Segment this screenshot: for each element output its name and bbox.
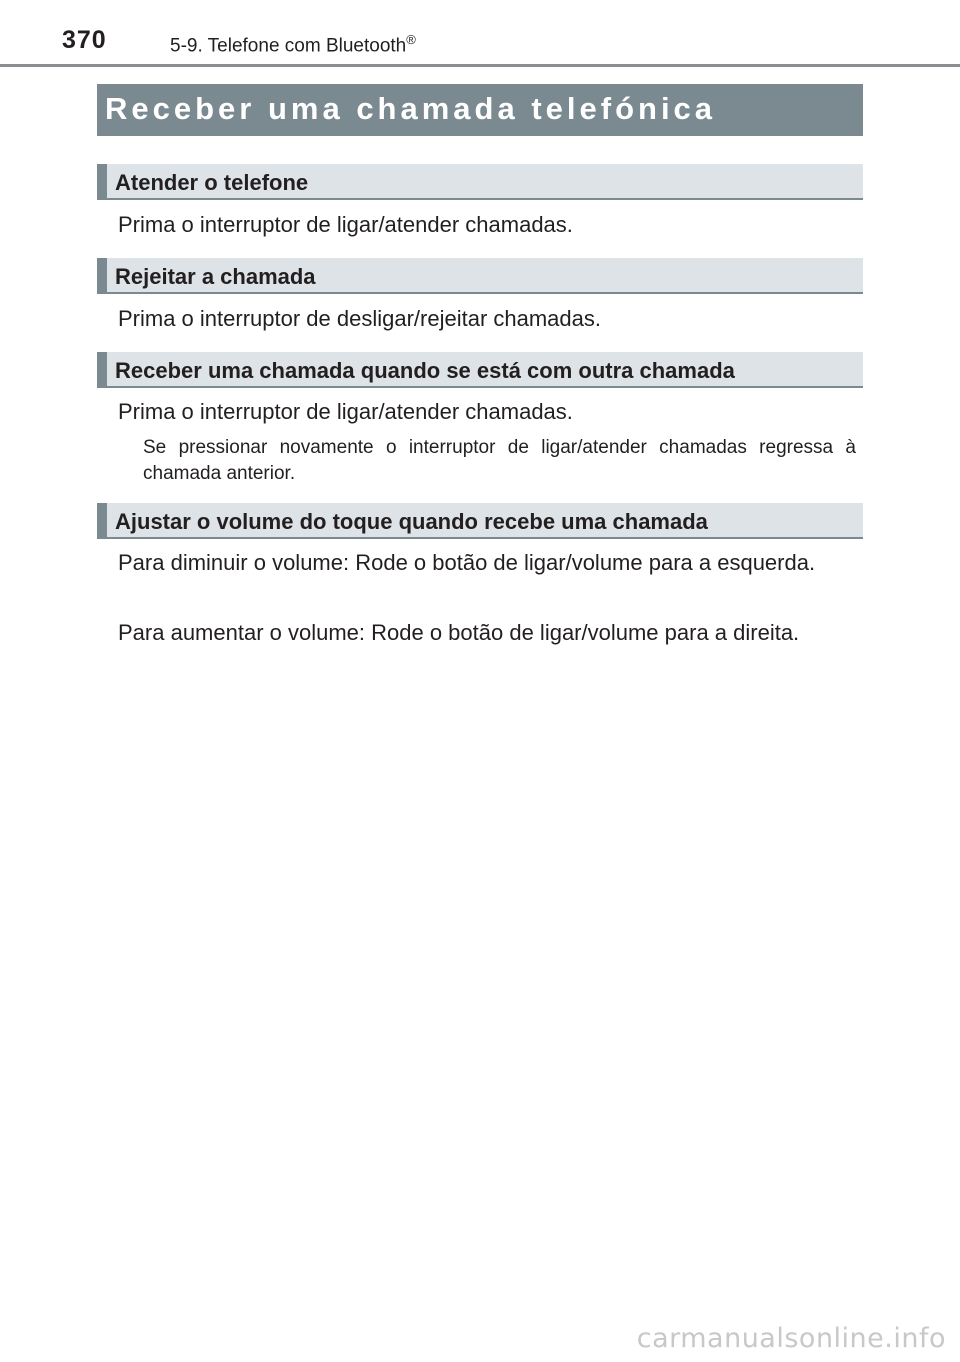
section-body-volume-down: Para diminuir o volume: Rode o botão de ligar/volume para a esquerda. bbox=[118, 550, 816, 575]
section-header-answer bbox=[97, 164, 863, 200]
watermark-text: carmanualsonline.info bbox=[636, 1323, 946, 1354]
chapter-title-text: 5-9. Telefone com Bluetooth bbox=[170, 35, 407, 57]
section-title: Atender o telefone bbox=[115, 170, 309, 195]
registered-mark: ® bbox=[406, 32, 416, 47]
section-title: Ajustar o volume do toque quando recebe uma chamada bbox=[115, 509, 708, 534]
section-body-reject: Prima o interruptor de desligar/rejeitar chamadas. bbox=[118, 306, 602, 331]
main-title-bar bbox=[97, 84, 863, 136]
section-header-ring-volume bbox=[97, 503, 863, 539]
page-number: 370 bbox=[62, 26, 107, 54]
section-title: Rejeitar a chamada bbox=[115, 264, 316, 289]
chapter-title bbox=[170, 32, 416, 57]
section-header-reject bbox=[97, 258, 863, 294]
page-header bbox=[0, 0, 960, 68]
section-header-call-waiting bbox=[97, 352, 863, 388]
section-body-volume-up: Para aumentar o volume: Rode o botão de ligar/volume para a direita. bbox=[118, 620, 800, 645]
section-title: Receber uma chamada quando se está com outra chamada bbox=[115, 358, 735, 383]
section-body-answer: Prima o interruptor de ligar/atender chamadas. bbox=[118, 212, 573, 237]
header-divider bbox=[0, 64, 960, 67]
section-note-call-waiting: Se pressionar novamente o interruptor de ligar/atender chamadas regressa à chamada anterior. bbox=[143, 437, 856, 484]
section-body-call-waiting: Prima o interruptor de ligar/atender chamadas. bbox=[118, 399, 573, 424]
main-title: Receber uma chamada telefónica bbox=[105, 91, 717, 126]
